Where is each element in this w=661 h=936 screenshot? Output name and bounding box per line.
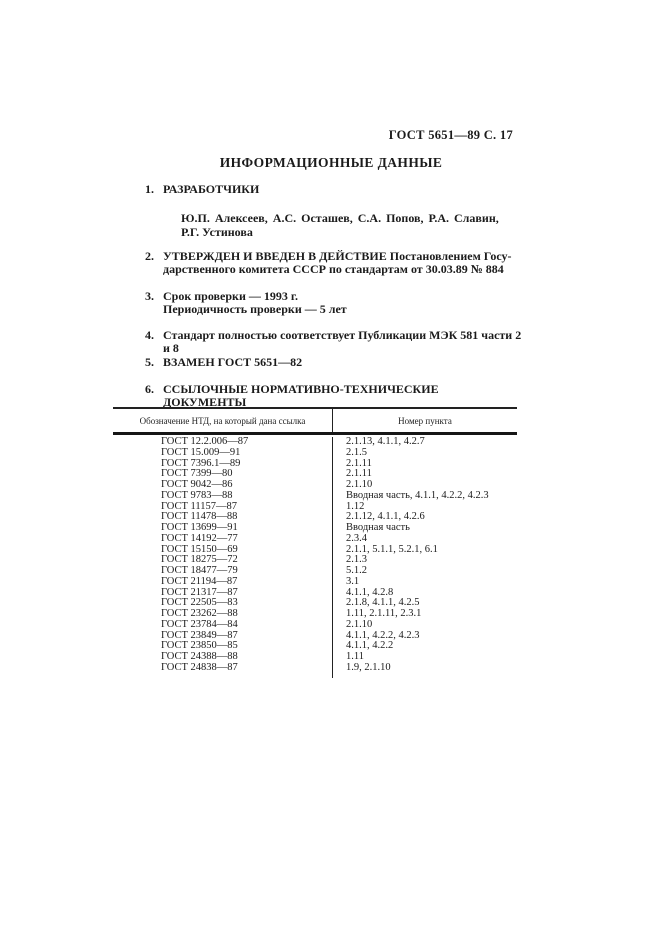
clause-cell: Вводная часть <box>332 523 517 534</box>
clause-cell: 2.3.4 <box>332 534 517 545</box>
developers-line: Ю.П. Алексеев, А.С. Осташев, С.А. Попов, Р.А. Славин, <box>181 211 499 225</box>
clause-cell: 1.11 <box>332 652 517 663</box>
list-item-iec-conformity <box>145 329 523 354</box>
ntd-cell: ГОСТ 15.009—91 <box>161 446 241 458</box>
clause-cell: 2.1.8, 4.1.1, 4.2.5 <box>332 598 517 609</box>
table-row <box>113 663 517 678</box>
clause-cell: 2.1.11 <box>332 469 517 480</box>
ntd-cell: ГОСТ 7396.1—89 <box>161 457 241 469</box>
clause-cell: Вводная часть, 4.1.1, 4.2.2, 4.2.3 <box>332 491 517 502</box>
clause-column-header: Номер пункта <box>332 409 517 432</box>
ntd-cell: ГОСТ 23784—84 <box>161 618 238 630</box>
ntd-cell: ГОСТ 11478—88 <box>161 511 238 523</box>
list-item-reference-docs <box>145 383 523 408</box>
item-text-line: ВЗАМЕН ГОСТ 5651—82 <box>163 355 303 369</box>
ntd-cell: ГОСТ 18275—72 <box>161 554 238 566</box>
ntd-cell: ГОСТ 13699—91 <box>161 522 238 533</box>
table-row <box>113 448 517 459</box>
item-heading: РАЗРАБОТЧИКИ <box>163 182 260 196</box>
reference-table-body <box>113 435 517 678</box>
list-item-check-period <box>145 290 523 315</box>
item-text-line: Срок проверки — 1993 г. <box>163 289 298 303</box>
ntd-cell: ГОСТ 21317—87 <box>161 586 238 598</box>
item-number: 5. <box>145 355 154 369</box>
ntd-cell: ГОСТ 24838—87 <box>161 661 238 673</box>
clause-cell: 4.1.1, 4.2.2 <box>332 641 517 652</box>
reference-table <box>113 407 517 678</box>
clause-cell: 4.1.1, 4.2.8 <box>332 588 517 599</box>
clause-cell: 2.1.12, 4.1.1, 4.2.6 <box>332 512 517 523</box>
ntd-cell: ГОСТ 9783—88 <box>161 489 233 501</box>
ntd-column-header: Обозначение НТД, на который дана ссылка <box>139 415 306 426</box>
clause-cell: 4.1.1, 4.2.2, 4.2.3 <box>332 631 517 642</box>
clause-cell: 2.1.3 <box>332 555 517 566</box>
developers-paragraph <box>181 212 526 239</box>
item-text-line: Стандарт полностью соответствует Публикации МЭК 581 части 2 и 8 <box>163 328 522 355</box>
page-header: ГОСТ 5651—89 С. 17 <box>388 128 513 142</box>
clause-cell: 3.1 <box>332 577 517 588</box>
ntd-cell: ГОСТ 22505—83 <box>161 597 238 609</box>
ntd-cell: ГОСТ 15150—69 <box>161 543 238 555</box>
clause-cell: 1.11, 2.1.11, 2.3.1 <box>332 609 517 620</box>
item-number: 2. <box>145 249 154 263</box>
ntd-cell: ГОСТ 14192—77 <box>161 532 238 544</box>
list-item-developers <box>145 183 523 196</box>
clause-cell: 2.1.13, 4.1.1, 4.2.7 <box>332 437 517 448</box>
ntd-cell: ГОСТ 11157—87 <box>161 500 238 512</box>
table-row <box>113 577 517 588</box>
table-row <box>113 620 517 631</box>
item-number: 1. <box>145 182 154 196</box>
clause-cell: 2.1.5 <box>332 448 517 459</box>
clause-cell: 2.1.1, 5.1.1, 5.2.1, 6.1 <box>332 545 517 556</box>
clause-cell: 2.1.10 <box>332 620 517 631</box>
developers-line: Р.Г. Устинова <box>181 224 253 239</box>
item-text-line: УТВЕРЖДЕН И ВВЕДЕН В ДЕЙСТВИЕ Постановлением Госу- <box>163 249 512 263</box>
ntd-cell: ГОСТ 12.2.006—87 <box>161 436 249 447</box>
clause-cell: 2.1.11 <box>332 459 517 470</box>
table-header-row <box>113 409 517 435</box>
ntd-cell: ГОСТ 21194—87 <box>161 575 238 587</box>
clause-cell: 2.1.10 <box>332 480 517 491</box>
ntd-cell: ГОСТ 23850—85 <box>161 640 238 652</box>
ntd-cell: ГОСТ 18477—79 <box>161 565 238 576</box>
ntd-cell: ГОСТ 24388—88 <box>161 651 238 662</box>
list-item-replaces <box>145 356 523 369</box>
item-number: 4. <box>145 328 154 342</box>
document-title: ИНФОРМАЦИОННЫЕ ДАННЫЕ <box>219 155 443 170</box>
ntd-cell: ГОСТ 23849—87 <box>161 629 238 641</box>
item-text-line: Периодичность проверки — 5 лет <box>163 301 347 316</box>
item-text-line: ССЫЛОЧНЫЕ НОРМАТИВНО-ТЕХНИЧЕСКИЕ ДОКУМЕНТЫ <box>163 382 439 409</box>
table-row <box>113 491 517 502</box>
list-item-approved <box>145 250 523 275</box>
table-row <box>113 534 517 545</box>
item-number: 3. <box>145 289 154 303</box>
ntd-cell: ГОСТ 23262—88 <box>161 608 238 619</box>
clause-cell: 1.9, 2.1.10 <box>332 663 517 678</box>
clause-cell: 5.1.2 <box>332 566 517 577</box>
item-number: 6. <box>145 382 154 396</box>
item-text-line: дарственного комитета СССР по стандартам от 30.03.89 № 884 <box>163 261 504 276</box>
clause-cell: 1.12 <box>332 502 517 513</box>
ntd-cell: ГОСТ 7399—80 <box>161 468 233 480</box>
ntd-cell: ГОСТ 9042—86 <box>161 479 233 490</box>
